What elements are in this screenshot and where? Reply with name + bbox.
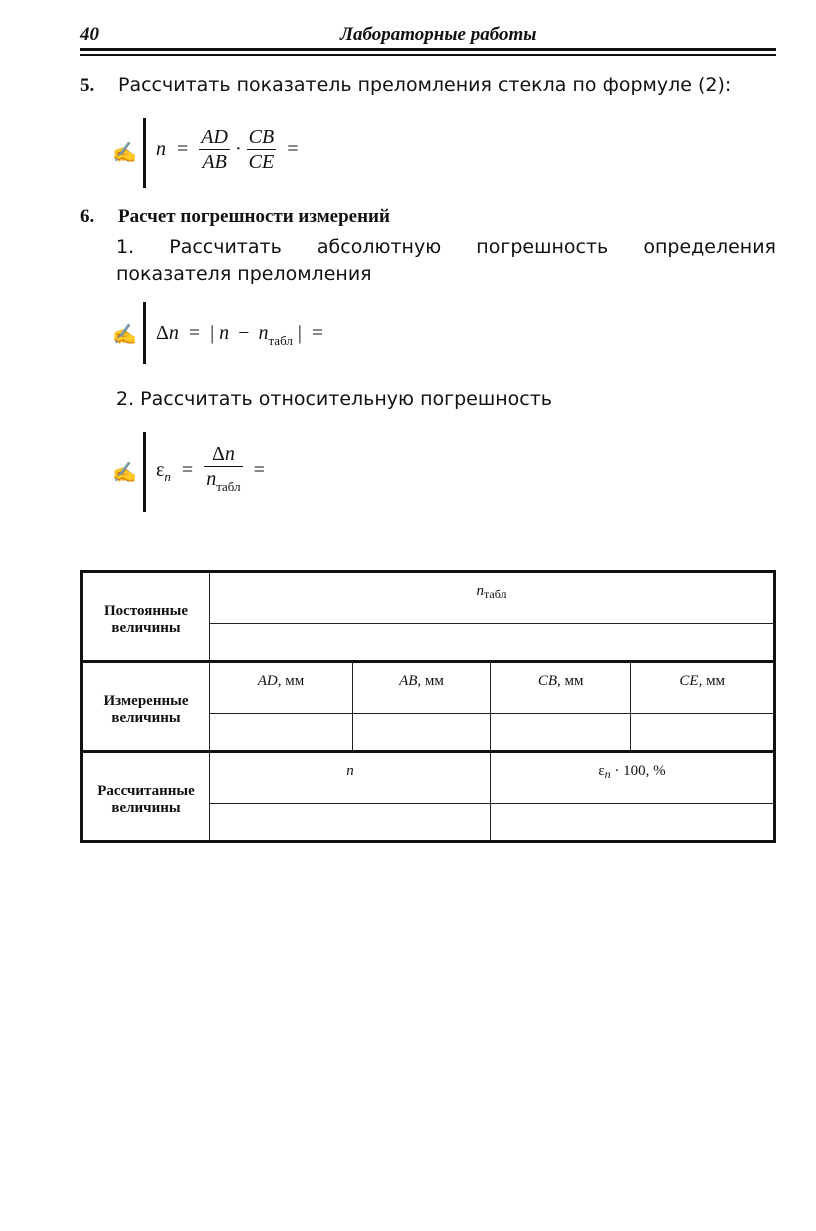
- formula-2-n2: n: [219, 322, 230, 344]
- frac-3-num-delta: Δ: [211, 443, 225, 465]
- frac-3-numerator: [204, 442, 242, 467]
- formula-3-frac: [204, 442, 242, 499]
- header-n-var: n: [476, 583, 484, 599]
- header-eps-symbol: ε: [598, 763, 605, 779]
- formula-1-tail: =: [287, 138, 299, 160]
- section-5-text: Рассчитать показатель преломления стекла по формуле (2):: [118, 74, 732, 96]
- pencil-hand-icon: ✍: [112, 324, 137, 346]
- table-row-constants-header: [82, 572, 775, 624]
- cell-n-value[interactable]: [210, 804, 491, 842]
- pencil-hand-icon: ✍: [112, 462, 137, 484]
- header-ab-var: AB: [399, 673, 418, 689]
- frac-3-denominator: [204, 467, 242, 499]
- frac-1-denominator: AB: [202, 151, 227, 173]
- header-ab-unit: , мм: [417, 673, 444, 689]
- row-label-calculated: Рассчитанные величины: [82, 752, 210, 842]
- frac-1-numerator: AD: [201, 126, 228, 148]
- header-eps-sub: n: [604, 767, 611, 781]
- formula-relative-error: [156, 442, 265, 499]
- formula-2-abs-close: |: [297, 322, 302, 344]
- cell-eps-value[interactable]: [490, 804, 774, 842]
- formula-2-tail: =: [311, 322, 324, 344]
- formula-1-eq: =: [177, 138, 189, 160]
- formula-2-n3: n: [258, 322, 269, 344]
- row-label-constants: Постоянные величины: [82, 572, 210, 662]
- section-5-heading: [80, 72, 731, 99]
- header-ce-var: CE: [679, 673, 699, 689]
- formula-absolute-error: [156, 322, 323, 349]
- frac-2-numerator: CB: [248, 126, 275, 148]
- header-n-calc-var: n: [346, 763, 354, 779]
- header-ce: [631, 662, 775, 714]
- frac-3-den-n: n: [206, 468, 217, 490]
- header-ad-unit: , мм: [277, 673, 305, 689]
- header-eps-percent: [490, 752, 774, 804]
- frac-3-num-n: n: [224, 443, 235, 465]
- formula-2-eq: =: [188, 322, 201, 344]
- section-6-title: Расчет погрешности измерений: [118, 206, 390, 227]
- section-6-item-1: 1. Рассчитать абсолютную погрешность определения показателя преломления: [116, 236, 776, 285]
- section-6-heading: [80, 206, 390, 228]
- formula-1-frac-1: [199, 125, 230, 174]
- section-6-item-2: 2. Рассчитать относительную погрешность: [116, 388, 553, 410]
- formula-3-eq: =: [181, 459, 194, 481]
- header-ad-var: AD: [257, 673, 278, 689]
- running-header-title: Лабораторные работы: [340, 24, 537, 45]
- pencil-hand-icon: ✍: [112, 142, 137, 164]
- header-n-table: [210, 572, 775, 624]
- formula-3-tail: =: [253, 459, 265, 481]
- results-table: [80, 570, 776, 843]
- formula-2-delta: Δ: [156, 322, 169, 344]
- header-ad: [210, 662, 353, 714]
- header-rule-thick: [80, 48, 776, 51]
- header-ce-unit: , мм: [698, 673, 726, 689]
- header-cb-unit: , мм: [557, 673, 584, 689]
- section-6-number: 6.: [80, 206, 95, 227]
- cell-ce-value[interactable]: [631, 714, 775, 752]
- row-label-measured: Измеренные величины: [82, 662, 210, 752]
- cell-ab-value[interactable]: [353, 714, 491, 752]
- formula-2-minus: −: [238, 322, 250, 344]
- cell-ad-value[interactable]: [210, 714, 353, 752]
- section-5-number: 5.: [80, 75, 95, 96]
- formula-2-sub: табл: [268, 333, 293, 348]
- formula-1-lhs: n: [156, 138, 166, 160]
- header-n-sub: табл: [483, 587, 507, 601]
- page-number: 40: [80, 24, 99, 45]
- formula-2-abs-open: |: [210, 322, 215, 344]
- formula-3-eps: ε: [156, 459, 165, 481]
- cell-cb-value[interactable]: [490, 714, 631, 752]
- formula-1-bar: [143, 118, 146, 188]
- formula-1-frac-2: [247, 125, 277, 174]
- cell-n-table-value[interactable]: [210, 624, 775, 662]
- formula-2-n: n: [168, 322, 179, 344]
- header-rule-thin: [80, 54, 776, 56]
- frac-3-den-sub: табл: [216, 479, 241, 494]
- formula-2-bar: [143, 302, 146, 364]
- formula-3-bar: [143, 432, 146, 512]
- header-cb-var: CB: [537, 673, 558, 689]
- header-eps-rest: · 100, %: [610, 763, 666, 779]
- table-row-calculated-header: [82, 752, 775, 804]
- table-row-measured-header: [82, 662, 775, 714]
- header-cb: [490, 662, 631, 714]
- formula-3-eps-sub: n: [164, 469, 171, 485]
- frac-2-denominator: CE: [248, 151, 275, 173]
- header-n: [210, 752, 491, 804]
- formula-1-dot: ·: [234, 138, 242, 160]
- header-ab: [353, 662, 491, 714]
- formula-refraction-index: [156, 125, 298, 174]
